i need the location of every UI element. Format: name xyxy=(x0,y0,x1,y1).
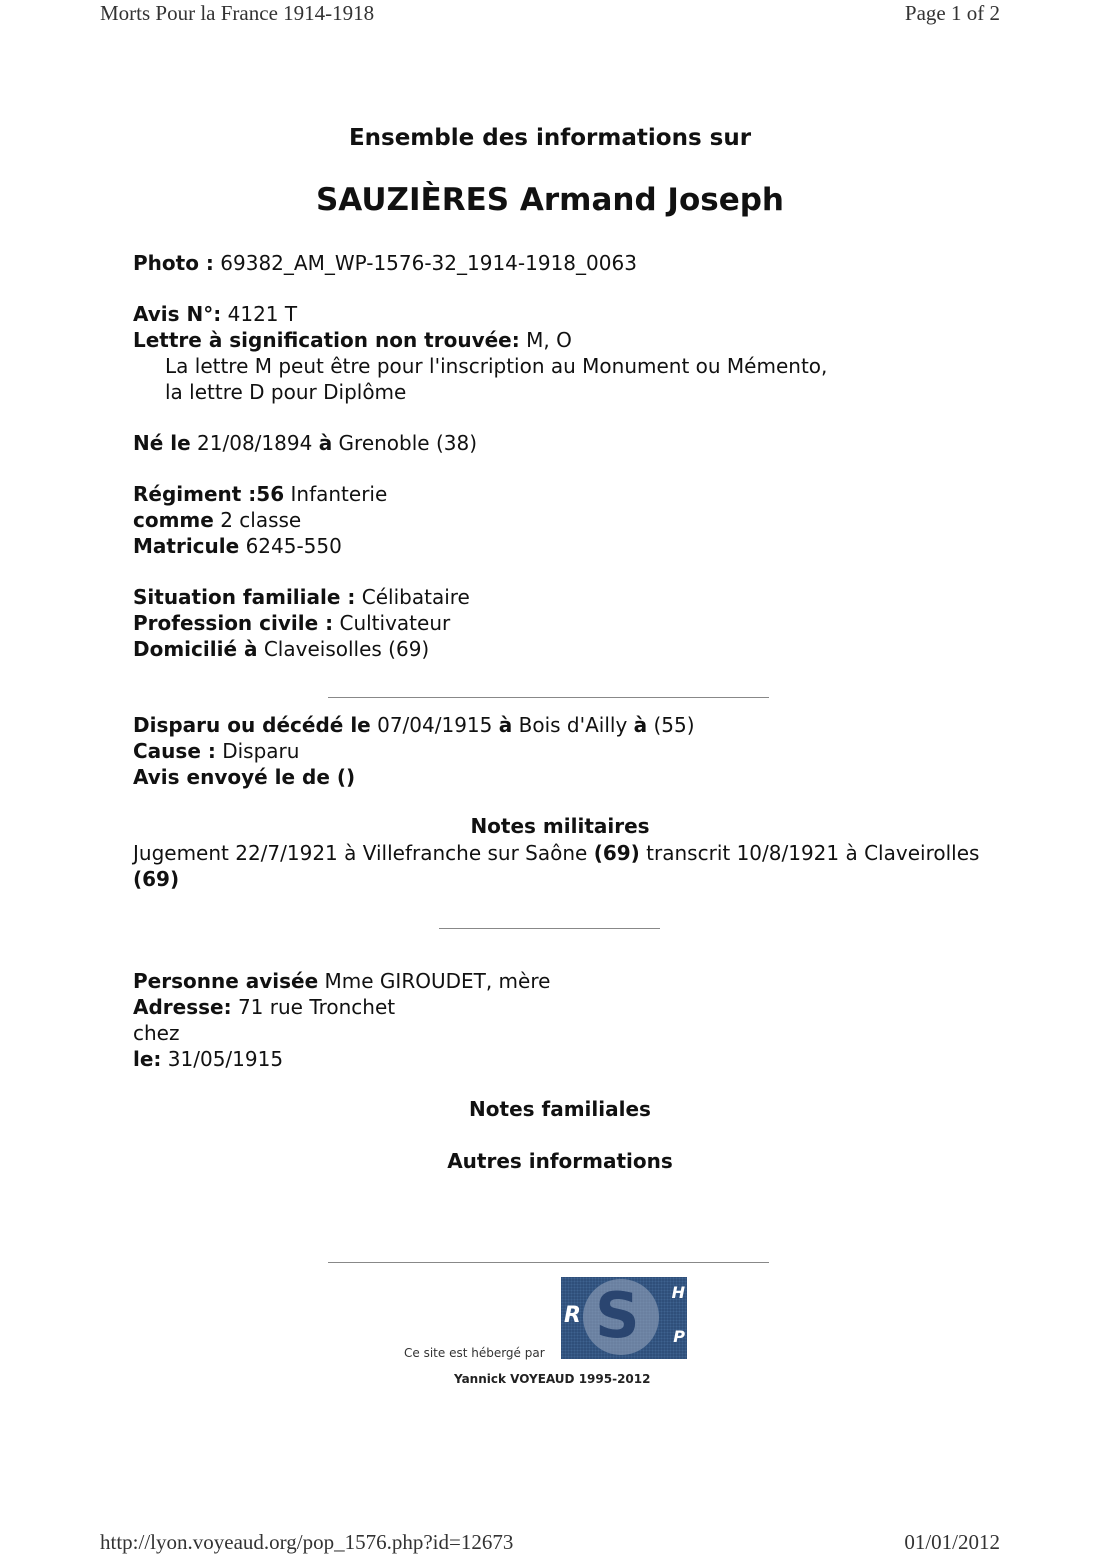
host-logo[interactable] xyxy=(561,1277,687,1359)
lettre-value: M, O xyxy=(526,328,572,352)
birth-label: Né le xyxy=(133,431,191,455)
situation-line xyxy=(133,584,470,610)
cause-label: Cause : xyxy=(133,739,216,763)
header-page-number: Page 1 of 2 xyxy=(904,1,1000,25)
lettre-label: Lettre à signification non trouvée: xyxy=(133,328,520,352)
notes-familiales-title: Notes familiales xyxy=(469,1097,651,1121)
notes-militaires-text-c: transcrit 10/8/1921 à Claveirolles xyxy=(639,841,980,865)
photo-value: 69382_AM_WP-1576-32_1914-1918_0063 xyxy=(220,251,637,275)
situation-label: Situation familiale : xyxy=(133,585,356,609)
footer-url: http://lyon.voyeaud.org/pop_1576.php?id=12673 xyxy=(100,1530,514,1554)
adresse-label: Adresse: xyxy=(133,995,232,1019)
avis-envoye-label: Avis envoyé le de () xyxy=(133,765,356,789)
situation-value: Célibataire xyxy=(361,585,470,609)
divider xyxy=(328,697,769,698)
author-credit: Yannick VOYEAUD 1995-2012 xyxy=(454,1372,651,1386)
footer-date: 01/01/2012 xyxy=(904,1530,1000,1554)
matricule-value: 6245-550 xyxy=(245,534,342,558)
deces-place: Bois d'Ailly xyxy=(518,713,628,737)
divider xyxy=(439,928,660,929)
personne-line xyxy=(133,968,550,994)
page-title: SAUZIÈRES Armand Joseph xyxy=(315,182,784,218)
regiment-value: Infanterie xyxy=(290,482,388,506)
profession-line xyxy=(133,610,450,636)
domicile-line xyxy=(133,636,429,662)
deces-a-2: à xyxy=(633,713,648,737)
photo-label: Photo : xyxy=(133,251,214,275)
header-site-title: Morts Pour la France 1914-1918 xyxy=(100,1,375,25)
comme-value: 2 classe xyxy=(220,508,302,532)
adresse-value: 71 rue Tronchet xyxy=(237,995,396,1019)
notes-militaires-line-2 xyxy=(133,866,179,892)
page-subtitle: Ensemble des informations sur xyxy=(348,125,752,151)
logo-letter-r: R xyxy=(564,1303,581,1328)
personne-label: Personne avisée xyxy=(133,969,319,993)
chez-line: chez xyxy=(133,1021,180,1045)
notes-militaires-title: Notes militaires xyxy=(470,814,650,838)
matricule-line xyxy=(133,533,342,559)
adresse-line xyxy=(133,994,395,1020)
logo-s-mark: S xyxy=(595,1279,640,1352)
regiment-label: Régiment :56 xyxy=(133,482,285,506)
regiment-line xyxy=(133,481,387,507)
le-value: 31/05/1915 xyxy=(167,1047,284,1071)
avis-line xyxy=(133,301,297,327)
avis-envoye-line xyxy=(133,764,355,790)
lettre-note-2: la lettre D pour Diplôme xyxy=(165,380,407,404)
photo-line xyxy=(133,250,637,276)
le-line xyxy=(133,1046,283,1072)
lettre-note-1: La lettre M peut être pour l'inscription au Monument ou Mémento, xyxy=(165,354,828,378)
deces-date: 07/04/1915 xyxy=(377,713,493,737)
deces-a: à xyxy=(498,713,513,737)
comme-line xyxy=(133,507,301,533)
notes-militaires-text-b: (69) xyxy=(593,841,640,865)
personne-value: Mme GIROUDET, mère xyxy=(324,969,551,993)
notes-militaires-text-a: Jugement 22/7/1921 à Villefranche sur Saône xyxy=(133,841,594,865)
deces-label: Disparu ou décédé le xyxy=(133,713,371,737)
divider xyxy=(328,1262,769,1263)
comme-label: comme xyxy=(133,508,214,532)
avis-value: 4121 T xyxy=(227,302,298,326)
lettre-line xyxy=(133,327,572,353)
notes-militaires-line-1 xyxy=(133,840,979,866)
birth-date: 21/08/1894 xyxy=(197,431,313,455)
deces-line xyxy=(133,712,695,738)
cause-line xyxy=(133,738,299,764)
autres-informations-title: Autres informations xyxy=(447,1149,673,1173)
le-label: le: xyxy=(133,1047,162,1071)
profession-value: Cultivateur xyxy=(339,611,451,635)
birth-place: Grenoble (38) xyxy=(338,431,478,455)
profession-label: Profession civile : xyxy=(133,611,334,635)
logo-letter-h: H xyxy=(671,1283,685,1302)
logo-letter-p: P xyxy=(673,1327,685,1346)
birth-line xyxy=(133,430,477,456)
domicile-value: Claveisolles (69) xyxy=(263,637,430,661)
deces-dept: (55) xyxy=(653,713,695,737)
domicile-label: Domicilié à xyxy=(133,637,258,661)
cause-value: Disparu xyxy=(222,739,300,763)
notes-militaires-text-d: (69) xyxy=(133,867,180,891)
avis-label: Avis N°: xyxy=(133,302,222,326)
matricule-label: Matricule xyxy=(133,534,240,558)
birth-a: à xyxy=(318,431,333,455)
hosted-by-text: Ce site est hébergé par xyxy=(404,1346,545,1360)
